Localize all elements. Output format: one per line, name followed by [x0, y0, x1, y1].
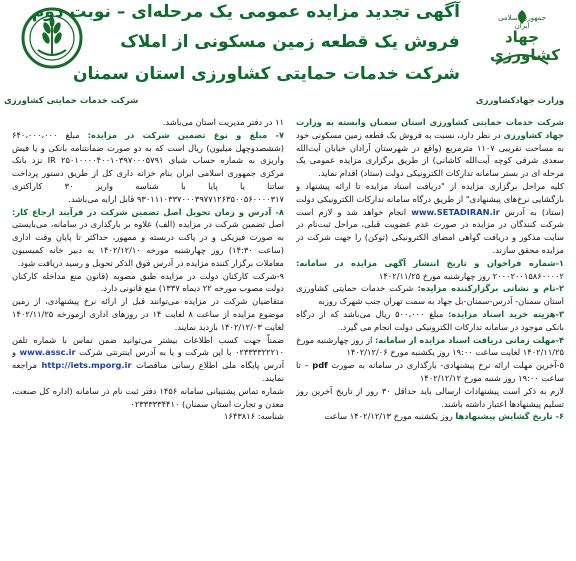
section-6-value: روز یکشنبه مورخ ۱۴۰۲/۱۲/۱۳ ساعت [324, 411, 453, 422]
section-3-value: مبلغ ۵۰۰،۰۰۰ ریال می‌باشد که از درگاه بانکی موجود در سامانه تدارکات الکترونیکی دولت انجام می گیرد. [296, 308, 564, 332]
section-3-label: ۳-هزینه خرید اسناد مزایده: [448, 308, 564, 319]
ministry-logo-small-text: جمهوری اسلامی ایران [498, 14, 546, 30]
section-4-label: ۴-مهلت زمانی دریافت اسناد مزایده از سامانه: [374, 334, 564, 345]
section-5-note [296, 385, 564, 411]
section-6-label: ۶- تاریخ گشایش پیشنهادها [455, 411, 564, 422]
section-5-note-text: لازم به ذکر است پیشنهادات ارسالی باید حداقل ۳۰ روز از تاریخ آخرین روز تسلیم پیشنهادها اعتبار داشته باشند. [296, 385, 564, 409]
section-5-text-b: – تا ساعت ۱۹:۰۰ روز شنبه مورخ ۱۴۰۲/۱۲/۱۲ [296, 360, 564, 383]
note-employees: ۹-شرکت کارکنان دولت در مزایده طبق مصوبه (قانون منع مداخله کارکنان دولت مصوب مورخه ۲۲ دیماه ۱۳۳۷) منع قانونی دارد. [12, 270, 284, 294]
section-8 [12, 206, 284, 270]
notice-body [12, 116, 564, 556]
section-1-label: ۱-شماره فراخوان و تاریخ انتشار آگهی مزایده در سامانه: [296, 257, 564, 268]
section-3 [296, 308, 564, 334]
right-logo-caption: وزارت جهادکشاورزی [475, 96, 565, 106]
section-6 [296, 410, 564, 423]
right-column [296, 116, 564, 556]
note-contact-text-c: مراجعه نمایند. [12, 360, 284, 383]
section-7-value: مبلغ ۶۴۰،۰۰۰،۰۰۰ (ششصدوچهل میلیون) ریال است [12, 129, 284, 153]
intro-heading: شرکت خدمات حمایتی کشاورزی استان سمنان وابسته به وزارت جهاد کشاورزی [296, 117, 564, 140]
section-4 [296, 334, 564, 360]
section-5-text-a: ۵-آخرین مهلت ارائه نرخ پیشنهادی- بارگذاری در سامانه به صورت [331, 360, 564, 371]
company-name-title: شرکت خدمات حمایتی کشاورزی استان سمنان [73, 64, 460, 84]
support-phone: شماره تماس پشتیبانی سامانه ۱۴۵۶ دفتر ثبت نام در سامانه (اداره کل صنعت، معدن و تجارت استان سمنان) ۰۲۳۳۳۳۳۴۴۱۰ [12, 385, 284, 409]
header [0, 0, 576, 112]
process-text-b: انجام خواهد شد و لازم است شرکت کنندگان در مزایده در صورت عدم عضویت قبلی، مراحل ثبت‌نام در سایت مذکور و دریافت گواهی امضای الکترونیکی (توکن) را جهت شرکت در مزایده محقق سازند. [296, 206, 564, 255]
ministry-logo [490, 6, 560, 70]
process-text-a: کلیه مراحل برگزاری مزایده از "دریافت اسناد مزایده تا ارائه پیشنهاد و بازگشایی نرخ‌های پیشنهادی" از طریق درگاه سامانه تدارکات الکترونیکی دولت (ستاد) به آدرس [296, 180, 564, 217]
note-contact-text-a: ضمناً جهت کسب اطلاعات بیشتر می‌توانید ضمن تماس با شماره تلفن ۰۲۳۳۳۳۲۲۲۱۰ با این شرکت و یا به آدرس اینترنتی شرکت [12, 334, 284, 358]
page-subtitle: فروش یک قطعه زمین مسکونی از املاک [120, 32, 460, 52]
section-5-format: pdf [312, 360, 328, 371]
section-2 [296, 282, 564, 308]
intro-body: در نظر دارد، نسبت به فروش یک قطعه زمین مسکونی خود به مساحت تقریبی ۱۱۰۷ مترمربع (واقع در شهرستان آرادان خیابان آیت‌الله سعدی شرقی کوچه آیت‌الله کاشانی) از طریق برگزاری مزایده عمومی یک مرحله ای در بستر سامانه تدارکات الکترونیکی دولت (ستاد) اقدام نماید. [296, 129, 564, 179]
setadiran-link[interactable]: www.SETADIRAN.ir [411, 206, 500, 217]
section-7-label: ۷- مبلغ و نوع تضمین شرکت در مزایده: [87, 129, 284, 140]
section-7-body: که به دو صورت ضمانتنامه بانکی و یا فیش واریزی به شماره حساب شبای IR ۲۵۰۱۰۰۰۰۴۰۰۱۰۳۹۷۰۰۰۵۷۹۱ نزد بانک مرکزی جمهوری اسلامی ایران بنام خزانه داری کل از طریق دستور پرداخت ساتنا یا پایا با شناسه واریز ۳۰ کاراکتری ۹۳۰۱۱۱۰۳۳۷۰۰۰۳۹۷۷۱۲۶۳۵۰۰۵۶۰۰۰۰۳۱۷ قابل ارایه می‌باشد. [12, 142, 284, 204]
section-7 [12, 129, 284, 206]
notice-id: شناسه: ۱۶۴۳۸۱۶ [223, 411, 284, 422]
page-title: آگهی تجدید مزایده عمومی یک مرحله‌ای – نوبت دوم [31, 2, 460, 22]
iets-website-link[interactable]: http://iets.mporg.ir [41, 360, 132, 371]
note-contact-text-b: و آدرس پایگاه ملی اطلاع رسانی مناقصات [12, 347, 284, 371]
left-logo-caption: شرکت خدمات حمایتی کشاورزی [4, 96, 139, 106]
note-site-visit: متقاضیان شرکت در مزایده می‌توانند قبل از ارائه نرخ پیشنهادی، از زمین موضوع مزایده از ساعت ۸ لغایت ۱۴ در روزهای اداری ازمورخه ۱۴۰۲/۱۱/۲۵ لغایت ۱۴۰۲/۱۲/۰۳ بازدید نمایند. [12, 296, 284, 332]
ministry-logo-text: جهاد کشاورزی [490, 28, 560, 64]
intro-paragraph [296, 116, 564, 180]
section-1 [296, 257, 564, 283]
section-2-value: شرکت خدمات حمایتی کشاورزی استان سمنان- آدرس-سمنان-بل جهاد به سمت تهران جنب شهرک روزبه [296, 283, 564, 307]
section-8-label: ۸- آدرس و زمان تحویل اصل تضمین شرکت در فرآیند ارجاع کار: [12, 206, 284, 217]
section-5 [296, 359, 564, 385]
section-4-value: از روز چهارشنبه مورخ ۱۴۰۲/۱۱/۲۵ لغایت ساعت ۱۹:۰۰ روز یکشنبه مورخ ۱۴۰۲/۱۲/۰۶ [296, 334, 564, 358]
section-1-value: ۲۰۰۰۲۰۰۱۵۸۶۰۰۰۰۲ روز چهارشنبه مورخ ۱۴۰۲/۱۱/۲۵ [378, 270, 564, 281]
process-paragraph [296, 180, 564, 257]
company-website-link[interactable]: www.assc.ir [19, 347, 76, 358]
left-column [12, 116, 284, 556]
note-contact [12, 334, 284, 385]
section-8-body: اصل تضمین شرکت در مزایده (الف) علاوه بر بارگذاری در سامانه، می‌بایستی به صورت فیزیکی و در پاکت دربسته و ممهور، حداکثر تا پایان وقت اداری (ساعت ۱۴:۳۰) روز چهارشنبه مورخه ۱۴۰۲/۱۲/۱۰ به دبیر خانه کمیسیون معاملات برگزار کننده مزایده در آدرس فوق الذکر تحویل و رسید دریافت شود. [12, 219, 284, 268]
section-6-continued: ۱۱ در دفتر مدیریت استان می‌باشد. [162, 117, 284, 127]
section-2-label: ۲-نام و نشانی برگزارکننده مزایده: [417, 283, 564, 294]
